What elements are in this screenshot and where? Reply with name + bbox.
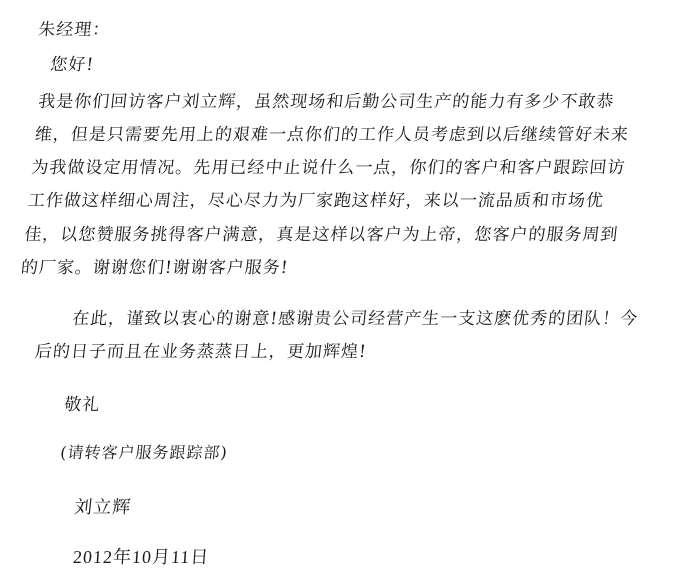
- letter-closing: 敬礼: [63, 395, 102, 416]
- letter-paragraph-2: 在此，谨致以衷心的谢意!感谢贵公司经营产生一支这麽优秀的团队！今后的日子而且在业务蒸蒸日上，更加辉煌!: [33, 309, 640, 363]
- letter-salutation: 朱经理：: [37, 20, 112, 40]
- letter-routing-note: (请转客户服务跟踪部): [59, 442, 229, 462]
- letter-date: 2012年10月11日: [72, 546, 211, 567]
- letter-greeting: 您好!: [49, 55, 96, 76]
- letter-signature: 刘立辉: [73, 496, 133, 518]
- letter-paragraph-1: 我是你们回访客户刘立辉，虽然现场和后勤公司生产的能力有多少不敢恭维，但是只需要先用上的艰难一点你们的工作人员考虑到以后继续管好未来为我做设定用情况。先用已经中止说什么一点，你们的客户和客户跟踪回访工作做这样细心周注，尽心尽力为厂家跑这样好，来以一流品质和市场优佳，以您赞服务挑得客户满意，真是这样以客户为上帝，您客户的服务周到的厂家。谢谢您们!谢谢客户服务!: [19, 92, 630, 278]
